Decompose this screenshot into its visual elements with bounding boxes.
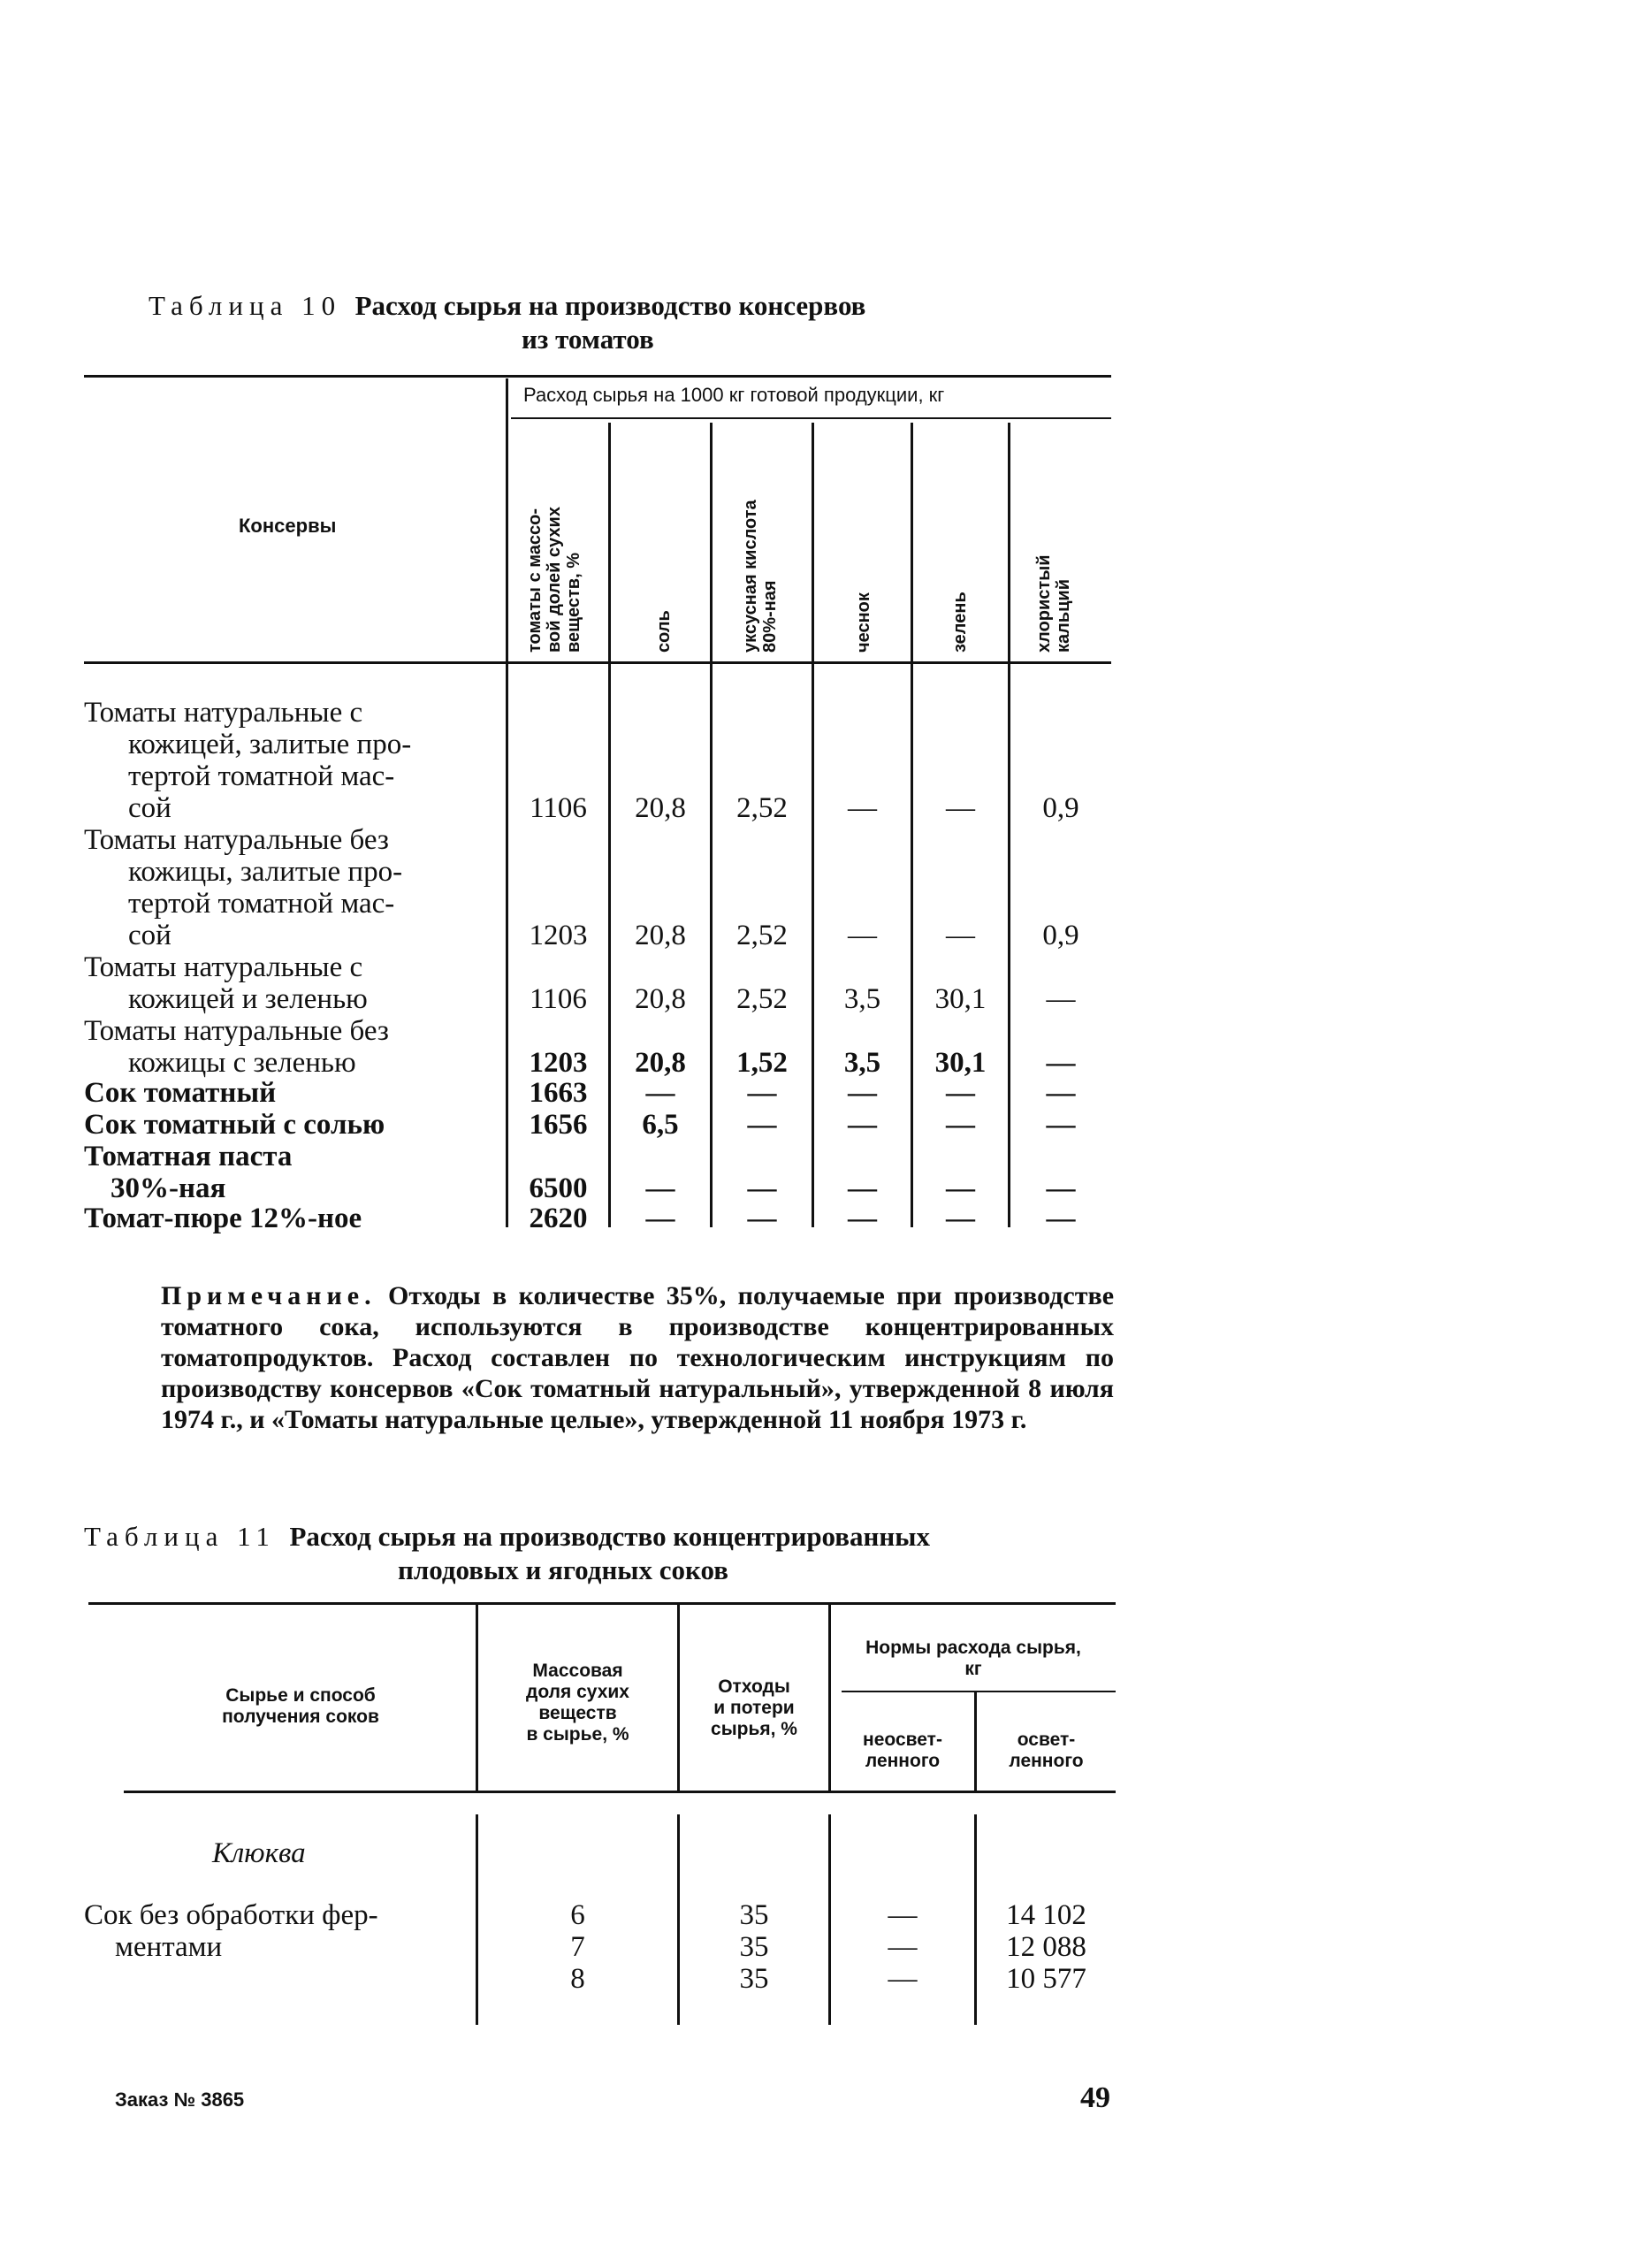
table11-top-rule: [88, 1602, 1116, 1605]
table11-row-name: [84, 1899, 473, 1963]
row-name-line: Сок томатный: [84, 1077, 277, 1109]
table11-header-group: [831, 1638, 1116, 1680]
row-name-line: ментами: [115, 1931, 223, 1963]
table10-cell: 2620: [529, 1203, 588, 1234]
table10-cell: 2,52: [736, 792, 788, 824]
table11-cell: 7: [570, 1931, 585, 1963]
colhead-line: чеснок: [854, 592, 873, 653]
table10-caption: [149, 290, 865, 322]
table10-cell: 1656: [529, 1109, 588, 1141]
table10-cell: —: [946, 1203, 975, 1234]
table10-cell: —: [747, 1203, 777, 1234]
table10-cell: —: [645, 1172, 675, 1204]
table10-colhead-calcium: [1034, 554, 1073, 653]
row-name-line: сой: [128, 792, 171, 824]
table10-cell: 1,52: [736, 1047, 788, 1079]
table10-cell: —: [946, 920, 975, 951]
header-line: ленного: [865, 1751, 941, 1771]
table10-colhead-garlic: [854, 592, 873, 653]
table11-cell: 12 088: [1006, 1931, 1086, 1963]
table10-cell: —: [1046, 983, 1076, 1015]
table11-cell: 14 102: [1006, 1899, 1086, 1931]
row-name-line: Томат-пюре 12%-ное: [84, 1203, 362, 1234]
table10-caption-label: Таблица 10: [149, 290, 342, 321]
table11-caption-line2: плодовых и ягодных соков: [398, 1554, 728, 1585]
table10-cell: —: [747, 1172, 777, 1204]
table10-cell: 3,5: [843, 1047, 881, 1079]
colhead-line: хлористый: [1034, 554, 1054, 653]
table10-colhead-salt: [654, 610, 674, 653]
table10-caption-title: Расход сырья на производство консервов: [354, 290, 866, 321]
order-number: Заказ № 3865: [115, 2089, 245, 2111]
row-name-line: Томаты натуральные без: [84, 1015, 389, 1047]
page-number: 49: [1080, 2081, 1110, 2114]
table11-header-col1: [133, 1685, 469, 1728]
table11-header-col4: [831, 1730, 974, 1772]
row-name-line: Томаты натуральные с: [84, 697, 363, 729]
table10-cell: —: [848, 1203, 877, 1234]
table10-cell: 2,52: [736, 920, 788, 951]
row-name-line: 30%-ная: [111, 1172, 226, 1204]
table10-cell: —: [946, 792, 975, 824]
table11-caption: [84, 1521, 930, 1553]
table11-header-col3: [680, 1676, 828, 1740]
table10-cell: 6500: [529, 1172, 588, 1204]
table11-cell: 8: [570, 1963, 585, 1995]
table10-cell: —: [946, 1109, 975, 1141]
table10-row-name: [84, 824, 499, 951]
colhead-line: уксусная кислота: [741, 500, 760, 653]
note-text: Отходы в количестве 35%, получаемые при производстве томатного сока, используются в производстве концентрированных томатопродуктов. Расход составлен по технологическим инструкциям по производству консервов «Сок томатный натуральный», утвержденной 8 июля 1974 г., и «Томаты натуральные целые», утвержденной 11 ноября 1973 г.: [161, 1281, 1115, 1434]
table10-cell: —: [848, 792, 877, 824]
table11-header-col5: [977, 1730, 1116, 1772]
colhead-line: томаты с массо-: [525, 508, 545, 653]
table10-cell: —: [1046, 1077, 1076, 1109]
table11-cell: 35: [739, 1963, 769, 1995]
row-name-line: кожицей и зеленью: [128, 983, 368, 1015]
table10-cell: —: [848, 1172, 877, 1204]
row-name-line: Сок без обработки фер-: [84, 1899, 378, 1931]
colhead-line: соль: [654, 610, 674, 653]
header-line: Сырье и способ: [225, 1685, 376, 1706]
colhead-line: зелень: [950, 592, 970, 653]
table10-row-name: [84, 1015, 499, 1079]
header-line: Отходы: [718, 1676, 790, 1697]
table10-row-name: [84, 1203, 499, 1234]
table11-cell: —: [888, 1963, 918, 1995]
table10-cell: —: [848, 920, 877, 951]
table10-cell: 20,8: [635, 1047, 686, 1079]
table10-cell: 30,1: [934, 1047, 987, 1079]
row-name-line: кожицы, залитые про-: [128, 856, 403, 888]
row-name-line: кожицей, залитые про-: [128, 729, 412, 760]
table10-cell: —: [747, 1109, 777, 1141]
table10-cell: 0,9: [1042, 792, 1079, 824]
table11-cell: —: [888, 1899, 918, 1931]
header-line: в сырье, %: [526, 1724, 629, 1745]
table10-row-name: [84, 1109, 499, 1141]
header-line: веществ: [538, 1703, 617, 1723]
table10-cell: 1203: [529, 1047, 588, 1079]
table10-cell: 1663: [529, 1077, 588, 1109]
table11-cell: 10 577: [1006, 1963, 1086, 1995]
table10-cell: 1106: [530, 792, 587, 824]
table10-cell: —: [1046, 1109, 1076, 1141]
table10-header-rule: [84, 661, 1111, 664]
header-line: ленного: [1009, 1751, 1084, 1771]
note-lead: Примечание.: [161, 1281, 377, 1310]
table10-cell: 6,5: [642, 1109, 679, 1141]
table10-row-name: [84, 1141, 499, 1204]
row-name-line: Сок томатный с солью: [84, 1109, 385, 1141]
header-line: и потери: [713, 1698, 795, 1718]
table10-cell: —: [1046, 1172, 1076, 1204]
table10-cell: —: [848, 1077, 877, 1109]
table10-cell: —: [946, 1077, 975, 1109]
table10-cell: —: [848, 1109, 877, 1141]
row-name-line: тертой томатной мас-: [128, 888, 395, 920]
table11-caption-title: Расход сырья на производство концентрированных: [289, 1521, 930, 1552]
table10-note: [161, 1280, 1114, 1435]
row-name-line: тертой томатной мас-: [128, 760, 395, 792]
table10-top-rule: [84, 375, 1111, 378]
table11-section-title: Клюква: [212, 1837, 306, 1869]
header-line: кг: [964, 1659, 982, 1679]
table10-cell: —: [747, 1077, 777, 1109]
table10-cell: —: [1046, 1203, 1076, 1234]
table10-cell: —: [645, 1203, 675, 1234]
table10-header-konservy: Консервы: [239, 515, 337, 537]
table11-cell: 6: [570, 1899, 585, 1931]
row-name-line: Томаты натуральные без: [84, 824, 389, 856]
row-name-line: кожицы с зеленью: [128, 1047, 356, 1079]
table10-cell: —: [946, 1172, 975, 1204]
colhead-line: 80%-ная: [760, 580, 780, 653]
header-line: неосвет-: [863, 1730, 942, 1750]
row-name-line: Томаты натуральные с: [84, 951, 363, 983]
table11-caption-label: Таблица 11: [84, 1521, 276, 1552]
table11-group-rule: [842, 1691, 1116, 1692]
table10-cell: —: [645, 1077, 675, 1109]
table10-caption-line2: из томатов: [522, 324, 654, 355]
table10-group-rule: [511, 417, 1111, 419]
table10-cell: 1203: [529, 920, 588, 951]
header-line: Нормы расхода сырья,: [865, 1638, 1081, 1658]
table10-colhead-greens: [950, 592, 970, 653]
table11-header-col2: [478, 1661, 677, 1745]
table11-cell: 35: [739, 1931, 769, 1963]
table10-cell: —: [1046, 1047, 1076, 1079]
table10-row-name: [84, 1077, 499, 1109]
header-line: получения соков: [222, 1707, 379, 1727]
table10-row-name: [84, 951, 499, 1015]
table10-cell: 20,8: [635, 792, 686, 824]
table10-cell: 0,9: [1042, 920, 1079, 951]
table10-cell: 3,5: [843, 983, 881, 1015]
header-line: освет-: [1017, 1730, 1076, 1750]
table10-cell: 20,8: [635, 983, 686, 1015]
row-name-line: сой: [128, 920, 171, 951]
header-line: Массовая: [532, 1661, 623, 1681]
table11-cell: —: [888, 1931, 918, 1963]
table10-cell: 30,1: [934, 983, 987, 1015]
table10-cell: 2,52: [736, 983, 788, 1015]
row-name-line: Томатная паста: [84, 1141, 293, 1172]
table10-group-header: Расход сырья на 1000 кг готовой продукции, кг: [523, 384, 945, 406]
table10-cell: 20,8: [635, 920, 686, 951]
table10-colhead-acid: [741, 500, 780, 653]
table10-cell: 1106: [530, 983, 587, 1015]
table10-row-name: [84, 697, 499, 824]
colhead-line: веществ, %: [564, 553, 583, 653]
colhead-line: кальций: [1054, 578, 1073, 653]
table11-cell: 35: [739, 1899, 769, 1931]
header-line: сырья, %: [711, 1719, 797, 1739]
header-line: доля сухих: [526, 1682, 629, 1702]
table11-header-rule: [124, 1791, 1116, 1793]
table10-colhead-tomatoes: [525, 507, 583, 653]
colhead-line: вой долей сухих: [545, 507, 564, 653]
